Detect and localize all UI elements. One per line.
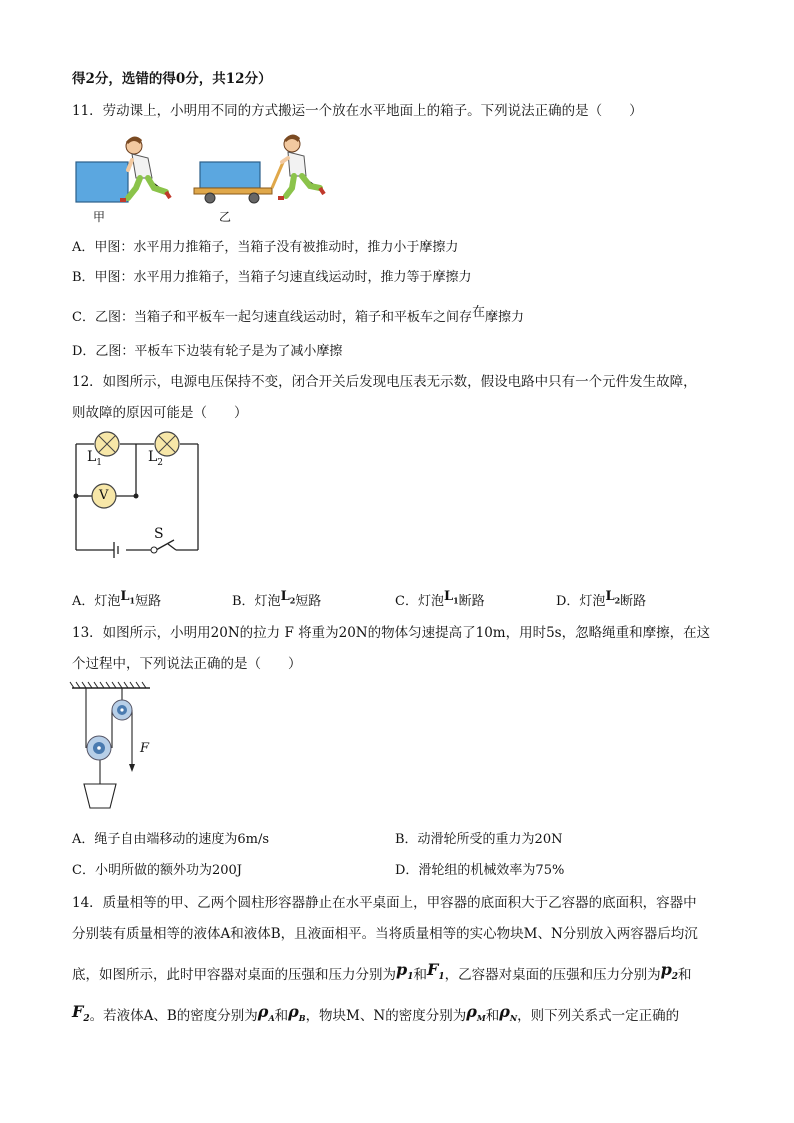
q12-circuit-diagram [70,426,205,556]
q13-option-d[interactable]: D．滑轮组的机械效率为75% [395,863,565,878]
q12-option-c[interactable]: C．灯泡$L_1$断路 [395,589,485,609]
label-v: V [99,488,109,503]
q11-option-c-tail: 摩擦力 [484,310,524,325]
q14-line2: 分别装有质量相等的液体A和液体B，且液面相平。当将质量相等的实心物块M、N分别放入两容器后均沉 [72,926,698,942]
q11-stem: 11．劳动课上，小明用不同的方式搬运一个放在水平地面上的箱子。下列说法正确的是（ ） [72,103,643,119]
q12-option-b[interactable]: B．灯泡$L_2$短路 [232,589,322,609]
q13-stem-line1: 13．如图所示，小明用20N的拉力 F 将重为20N的物体匀速提高了10m，用时5s，忽略绳重和摩擦，在这 [72,625,711,641]
label-l1: $L_1$ [87,449,103,468]
q11-figure [70,128,330,223]
label-f: F [140,741,150,756]
q11-option-c[interactable] [72,306,524,325]
q13-option-c[interactable]: C．小明所做的额外功为200J [72,863,242,878]
q13-option-a[interactable]: A．绳子自由端移动的速度为6m/s [72,832,270,847]
q14-line4: $F_2$。若液体A、B的密度分别为$\rho_A$和$\rho_B$，物块M、N的密度分别为$\rho_M$和$\rho_N$，则下列关系式一定正确的 [72,1002,680,1025]
q14-line3: 底，如图所示，此时甲容器对桌面的压强和压力分别为$p_1$和$F_1$，乙容器对桌面的压强和压力分别为$p_2$和 [72,960,692,983]
label-s: S [154,526,164,542]
fig-label-yi: 乙 [219,210,232,224]
label-l2: $L_2$ [148,449,164,468]
q13-stem-line2: 个过程中，下列说法正确的是（ ） [72,656,302,672]
q14-line1: 14．质量相等的甲、乙两个圆柱形容器静止在水平桌面上，甲容器的底面积大于乙容器的底面积，容器中 [72,895,697,911]
fig-label-jia: 甲 [93,210,106,224]
q11-option-b[interactable]: B．甲图：水平用力推箱子，当箱子匀速直线运动时，推力等于摩擦力 [72,270,472,285]
q11-option-c-raised: 在 [471,305,485,320]
q11-option-d[interactable]: D．乙图：平板车下边装有轮子是为了减小摩擦 [72,344,343,359]
q11-option-a[interactable]: A．甲图：水平用力推箱子，当箱子没有被推动时，推力小于摩擦力 [72,240,459,255]
q11-option-c-text: C．乙图：当箱子和平板车一起匀速直线运动时，箱子和平板车之间存 [72,310,472,325]
section-header: 得2分，选错的得0分，共12分） [72,71,272,87]
q12-option-d[interactable]: D．灯泡$L_2$断路 [556,589,647,609]
arrow-down-icon [129,764,135,772]
boy-pushing-cart-icon [278,134,324,198]
q13-option-b[interactable]: B．动滑轮所受的重力为20N [395,832,563,847]
q12-stem-line2: 则故障的原因可能是（ ） [72,405,248,421]
q12-option-a[interactable]: A．灯泡$L_1$短路 [72,589,162,609]
q12-stem-line1: 12．如图所示，电源电压保持不变，闭合开关后发现电压表无示数，假设电路中只有一个元件发生故障， [72,374,697,390]
